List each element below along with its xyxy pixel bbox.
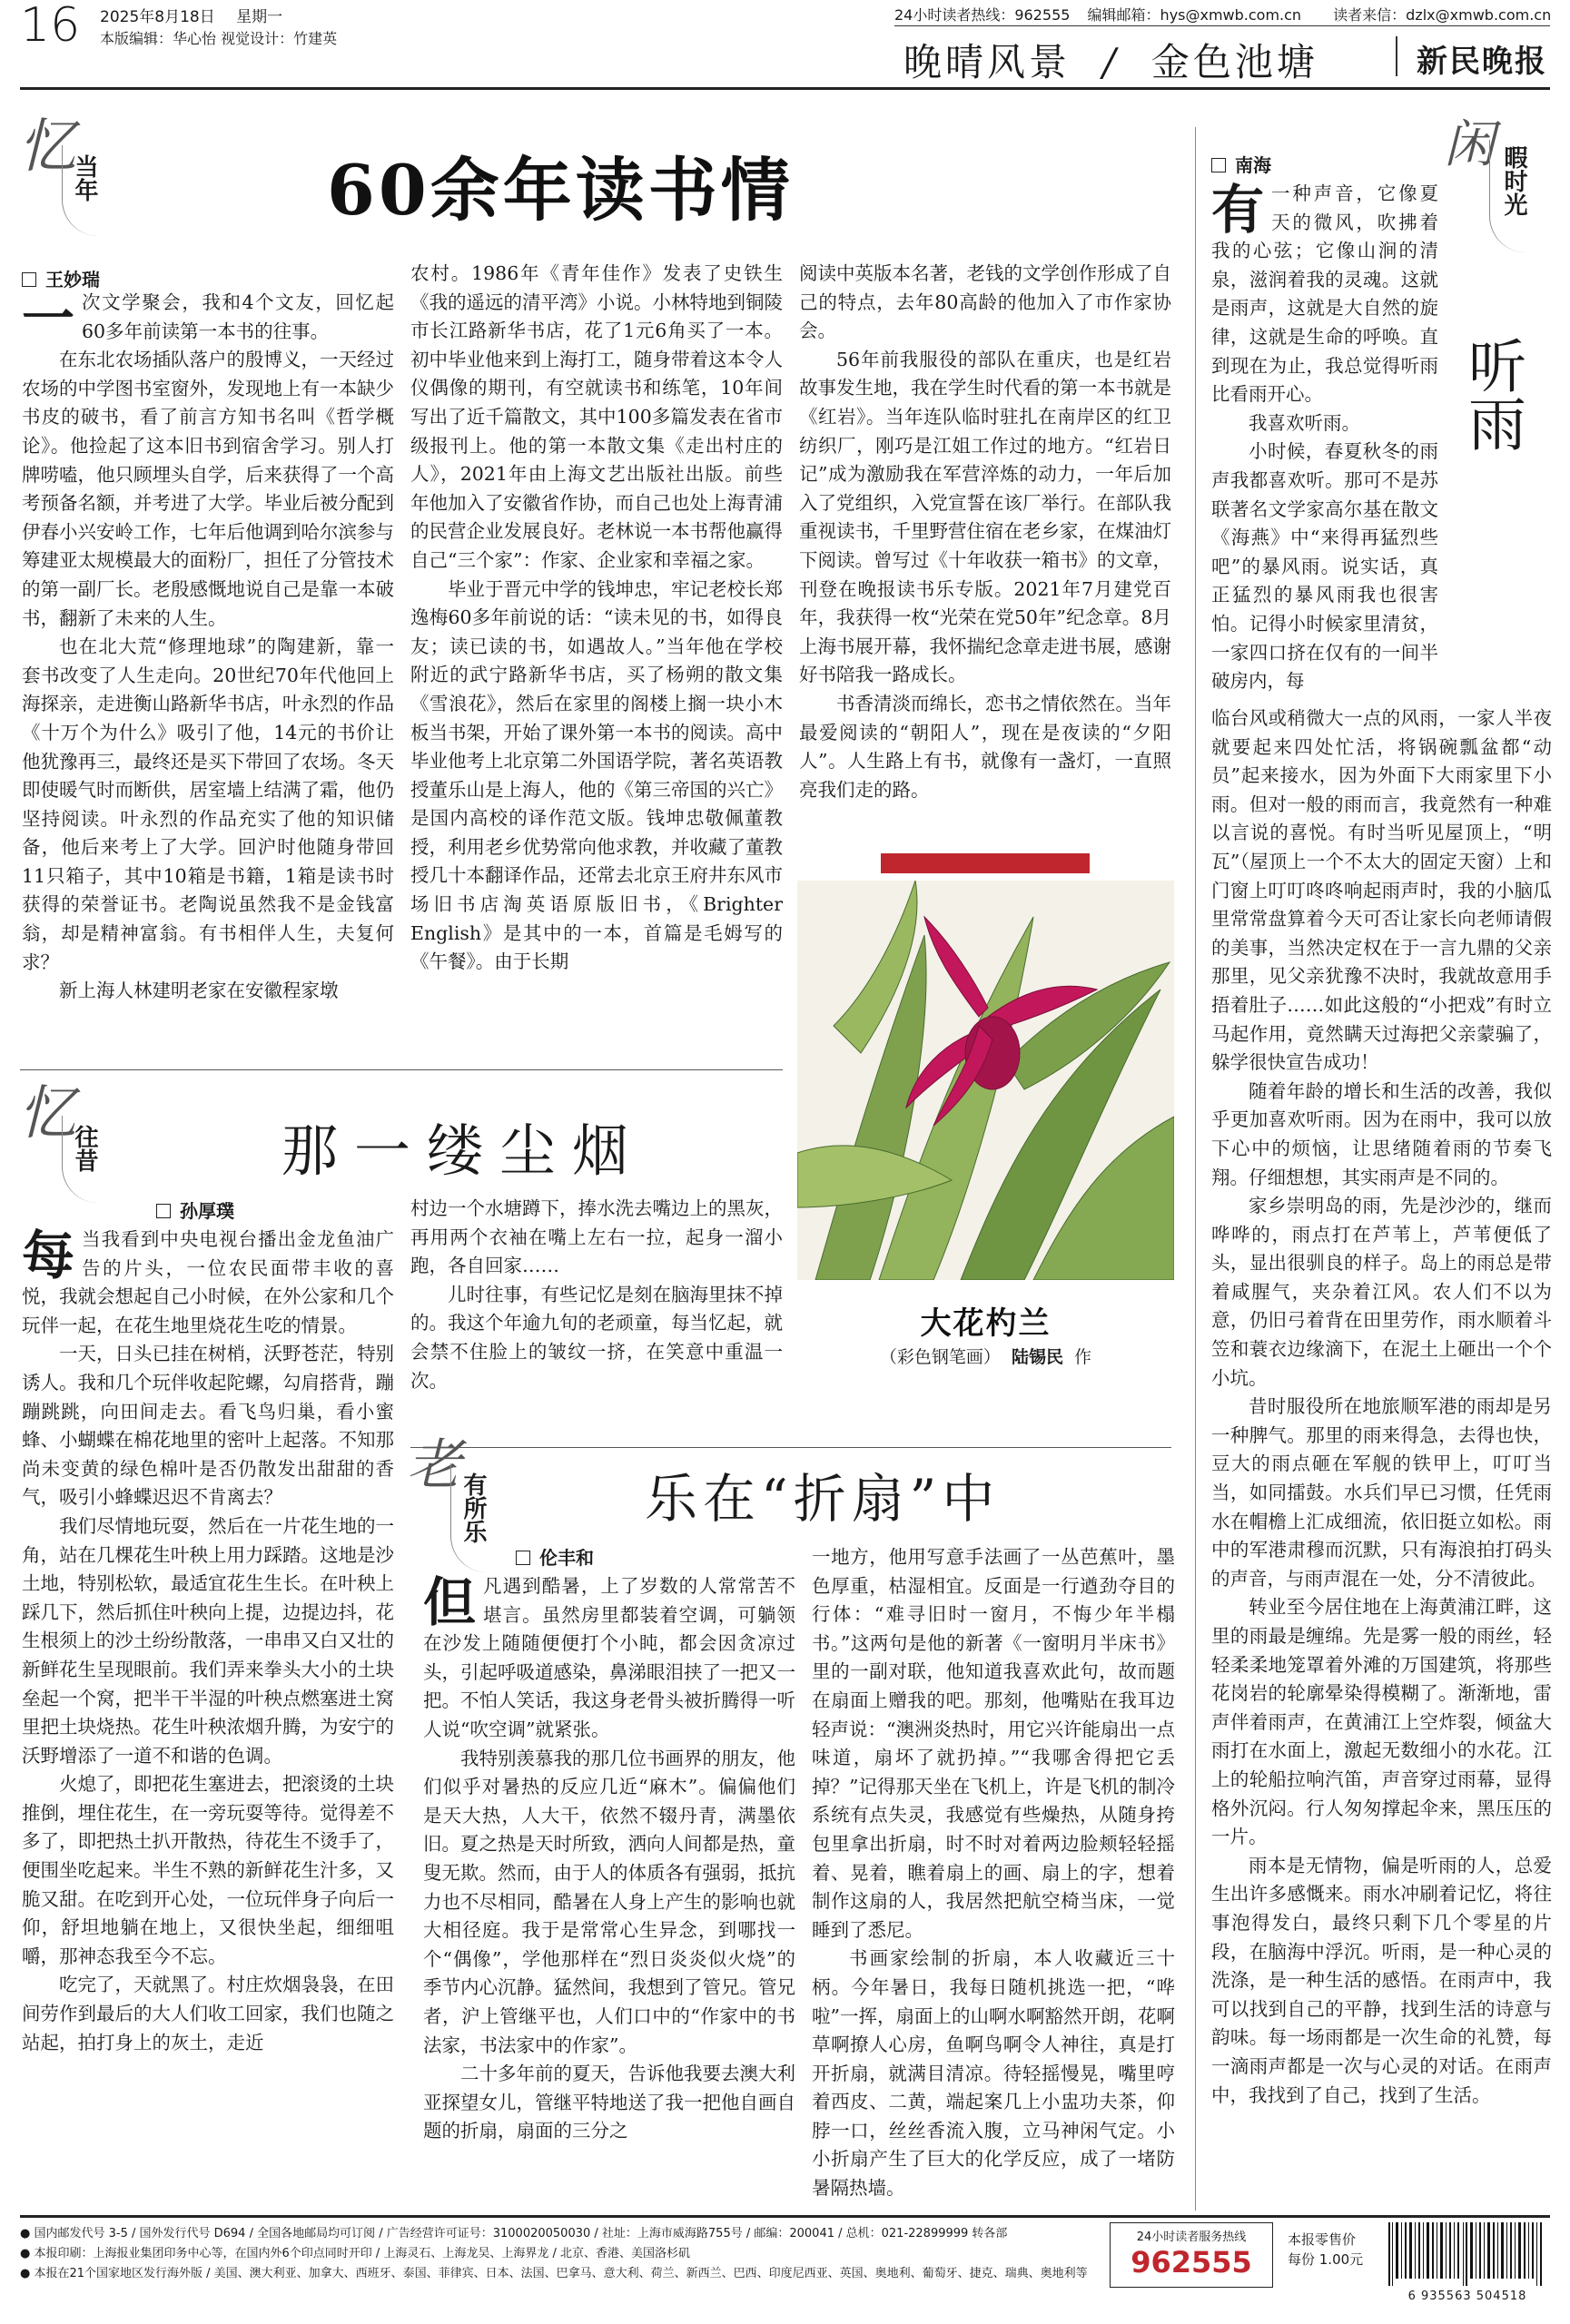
article4-wide-column (1211, 704, 1552, 2201)
article2-title: 那一缕尘烟 (281, 1118, 646, 1184)
header-contact (894, 4, 1551, 25)
badge-xia-shi-guang (1444, 115, 1548, 263)
author-box-icon (516, 1551, 530, 1565)
article2-para-4: 吃完了，天就黑了。村庄炊烟袅袅，在田间劳作到最后的大人们收工回家，我们也随之站起，拍打身上的灰土，走近 (22, 1974, 394, 2053)
hotline-label: 24小时读者服务热线 (1136, 2230, 1247, 2244)
painting-medium: （彩色钢笔画） (879, 1347, 1001, 1367)
newspaper-logo: 新民晚报 (1417, 44, 1547, 80)
article4-author-name: 南海 (1235, 154, 1271, 176)
article1-para-4: 农村。1986年《青年佳作》发表了史铁生《我的遥远的清平湾》小说。小林特地到铜陵市长江路新华书店，花了1元6角买了一本。初中毕业他来到上海打工，随身带着这本令人仪偶像的期刊，有空就读书和练笔，10年间写出了近千篇散文，其中100多篇发表在省市级报刊上。他的第一本散文集《走出村庄的人》，2021年由上海文艺出版社出版。前些年他加入了安徽省作协，而自己也处上海青浦的民营企业发展良好。老林说一本书帮他赢得自己“三个家”：作家、企业家和幸福之家。 (410, 262, 783, 571)
article2-author-name: 孙厚璞 (180, 1200, 234, 1222)
author-box-icon (156, 1204, 171, 1218)
section-right: 金色池塘 (1150, 40, 1318, 84)
footer-top-rule (20, 2215, 1550, 2218)
article2-column-1 (22, 1226, 394, 2201)
header-bottom-rule (20, 87, 1550, 90)
article1-column-1 (22, 289, 394, 1053)
article4-para-0: 有一种声音，它像夏天的微风，吹拂着我的心弦；它像山涧的清泉，滋润着我的灵魂。这就是雨声，这就是大自然的旋律，这就是生命的呼唤。直到现在为止，我总觉得听雨比看雨开心。 (1211, 180, 1438, 406)
article4-para-1: 我喜欢听雨。 (1249, 411, 1360, 434)
badge-circle (1489, 140, 1544, 252)
article1-para-2: 也在北大荒“修理地球”的陶建新，靠一套书改变了人生走向。20世纪70年代他回上海探亲，走进衡山路新华书店，叶永烈的作品《十万个为什么》吸引了他，14元的书价让他犹豫再三，最终还是买下带回了农场。冬天即使暖气时而断供，居室墙上结满了霜，他仍坚持阅读。叶永烈的作品充实了他的知识储备，他后来考上了大学。回沪时他随身带回11只箱子，其中10箱是书籍，1箱是读书时获得的荣誉证书。老陶说虽然我不是金钱富翁，却是精神富翁。有书相伴人生，夫复何求？ (22, 635, 394, 973)
article4-author (1211, 151, 1271, 177)
badge-dang-nian (18, 113, 118, 236)
article4-dropcap: 有 (1211, 180, 1265, 241)
section-slash: / (1102, 40, 1120, 84)
article2-para-2: 我们尽情地玩耍，然后在一片花生地的一角，站在几棵花生叶秧上用力踩踏。这地是沙土地，特别松软，最适宜花生生长。在叶秧上踩几下，然后抓住叶秧向上提，边提边抖，花生根须上的沙土纷纷散落，一串串又白又壮的新鲜花生呈现眼前。我们弄来拳头大小的土块垒起一个窝，把半干半湿的叶秧点燃塞进土窝里把土块烧热。花生叶秧浓烟升腾，为安宁的沃野增添了一道不和谐的色调。 (22, 1514, 394, 1767)
article3-author-name: 伦丰和 (539, 1547, 594, 1569)
painting-credit (797, 1344, 1174, 1368)
badge-small-text: 暇时光 (1500, 145, 1527, 216)
footer-line-1: ● 国内邮发代号 3-5 / 国外发行代号 D694 / 全国各地邮局均可订阅 / 广告经营许可证号：3100020050030 / 社址：上海市威海路755号 / 邮编：200041 / 总机：021-22899999 转各部 (20, 2227, 1008, 2240)
article4-title: 听雨 (1458, 336, 1526, 452)
article2-author (156, 1196, 234, 1223)
article1-column-2 (410, 260, 783, 1053)
weekday: 星期一 (236, 8, 283, 26)
badge-small-text: 有所乐 (459, 1472, 487, 1543)
painting-artist: 陆锡民 (1011, 1347, 1063, 1367)
badge-big-char: 忆 (18, 113, 76, 181)
price-label: 本报零售价 (1288, 2231, 1357, 2248)
article3-para-0: 但凡遇到酷暑，上了岁数的人常常苦不堪言。虽然房里都装着空调，可躺领在沙发上随随便便打个小盹，都会因贪凉过头，引起呼吸道感染，鼻涕眼泪挟了一把又一把。不怕人笑话，我这身老骨头被折腾得一听人说“吹空调”就紧张。 (423, 1572, 795, 1740)
editors-credit: 本版编辑：华心怡 视觉设计：竹建英 (100, 30, 338, 47)
article1-para-1: 在东北农场插队落户的殷博义，一天经过农场的中学图书室窗外，发现地上有一本缺少书皮的破书，看了前言方知书名叫《哲学概论》。他捡起了这本旧书到宿舍学习。别人打牌唠嗑，他只顾埋头自学，后来获得了一个高考预备名额，并考进了大学。毕业后被分配到伊春小兴安岭工作，七年后他调到哈尔滨参与筹建亚太规模最大的面粉厂，担任了分管技术的第一副厂长。老殷感慨地说自己是靠一本破书，翻新了未来的人生。 (22, 349, 394, 629)
footer-line-3: ● 本报在21个国家地区发行海外版 / 美国、澳大利亚、加拿大、西班牙、泰国、菲律宾、日本、法国、巴拿马、意大利、荷兰、新西兰、巴西、印度尼西亚、英国、奥地利、葡萄牙、捷克、瑞典、奥地利等 (20, 2267, 1088, 2280)
badge-small-text: 当年 (71, 154, 98, 202)
reader-mail: 读者来信：dzlx@xmwb.com.cn (1333, 6, 1552, 24)
article4-para-8: 雨本是无情物，偏是听雨的人，总爱生出许多感慨来。雨水冲刷着记忆，将往事泡得发白，最终只剩下几个零星的片段，在脑海中浮沉。听雨，是一种心灵的洗涤，是一种生活的感悟。在雨声中，我可以找到自己的平静，找到生活的诗意与韵味。每一场雨都是一次生命的礼赞，每一滴雨声都是一次与心灵的对话。在雨声中，我找到了自己，找到了生活。 (1211, 1854, 1552, 2106)
badge-small-text: 往昔 (71, 1125, 98, 1172)
article3-top-rule (410, 1447, 1171, 1448)
author-box-icon (22, 272, 36, 287)
page-header (0, 0, 1570, 91)
footer-info (20, 2224, 1096, 2284)
article4-para-2: 小时候，春夏秋冬的雨声我都喜欢听。那可不是苏联著名文学家高尔基在散文《海燕》中“来得再猛烈些吧”的暴风雨。说实话，真正猛烈的暴风雨我也很害怕。记得小时候家里清贫，一家四口挤在仅有的一间半破房内，每 (1211, 440, 1438, 693)
article4-narrow-column (1211, 180, 1438, 704)
reader-hotline: 24小时读者热线：962555 (894, 6, 1071, 24)
footer-line-2: ● 本报印刷：上海报业集团印务中心等，在国内外6个印点同时开印 / 上海灵石、上海龙吴、上海界龙 / 北京、香港、美国洛杉矶 (20, 2247, 691, 2260)
badge-you-suo-le (407, 1433, 507, 1572)
header-divider (1396, 36, 1397, 76)
article1-dropcap: 一 (22, 289, 75, 350)
badge-big-char: 忆 (18, 1080, 76, 1147)
article1-para-6: 阅读中英版本名著，老钱的文学创作形成了自己的特点，去年80高龄的他加入了市作家协会。 (799, 262, 1171, 342)
article4-para-5: 家乡崇明岛的雨，先是沙沙的，继而哗哗的，雨点打在芦苇上，芦苇便低了头，显出很驯良的样子。岛上的雨总是带着咸腥气，夹杂着江风。农人们不以为意，仍旧弓着背在田里劳作，雨水顺着斗笠和蓑衣边缘滴下，在泥土上砸出一个个小坑。 (1211, 1195, 1552, 1389)
article3-column-1 (423, 1572, 795, 2201)
right-column-divider (1195, 127, 1196, 2211)
footer-hotline-box (1110, 2222, 1273, 2288)
painting-title: 大花杓兰 (920, 1305, 1052, 1342)
badge-big-char: 闲 (1444, 115, 1495, 174)
article3-para-3: 一地方，他用写意手法画了一丛芭蕉叶，墨色厚重，枯湿相宜。反面是一行遒劲夺目的行体：“难寻旧时一窗月，不悔少年半榻书。”这两句是他的新著《一窗明月半床书》里的一副对联，他知道我喜欢此句，故而题在扇面上赠我的吧。那刻，他嘴贴在我耳边轻声说：“澳洲炎热时，用它兴许能扇出一点味道，扇坏了就扔掉。”“我哪舍得把它丢掉？”记得那天坐在飞机上，许是飞机的制冷系统有点失灵，我感觉有些燥热，从随身挎包里拿出折扇，时不时对着两边脸颊轻轻摇着、晃着，瞧着扇上的画、扇上的字，想着制作这扇的人，我居然把航空椅当床，一觉睡到了悉尼。 (812, 1546, 1175, 1941)
article2-column-2 (410, 1195, 783, 1440)
issue-date: 2025年8月18日 (100, 8, 215, 26)
article1-author (22, 265, 100, 291)
article3-para-1: 我特别羡慕我的那几位书画界的朋友，他们似乎对暑热的反应几近“麻木”。偏偏他们是天大热，人大干，依然不辍丹青，满墨依旧。夏之热是天时所致，洒向人间都是热，童叟无欺。然而，由于人的体质各有强弱，抵抗力也不尽相同，酷暑在人身上产生的影响也就大相径庭。我于是常常心生异念，到哪找一个“偶像”，学他那样在“烈日炎炎似火烧”的季节内心沉静。猛然间，我想到了管兄。管兄者，沪上管继平也，人们口中的“作家中的书法家，书法家中的作家”。 (423, 1747, 795, 2056)
article3-title: 乐在“折扇”中 (645, 1468, 1001, 1530)
article1-title: 60余年读书情 (327, 150, 794, 231)
editor-email: 编辑邮箱：hys@xmwb.com.cn (1087, 6, 1302, 24)
price-value: 每份 1.00元 (1288, 2251, 1364, 2268)
article2-para-5: 村边一个水塘蹲下，捧水洗去嘴边上的黑灰，再用两个衣袖在嘴上左右一拉，起身一溜小跑，各自回家…… (410, 1197, 783, 1277)
author-box-icon (1211, 158, 1226, 172)
article2-para-6: 儿时往事，有些记忆是刻在脑海里抹不掉的。我这个年逾九旬的老顽童，每当忆起，就会禁不住脸上的皱纹一挤，在笑意中重温一次。 (410, 1283, 783, 1392)
barcode-icon (1385, 2222, 1550, 2286)
article1-para-7: 56年前我服役的部队在重庆，也是红岩故事发生地，我在学生时代看的第一本书就是《红岩》。当年连队临时驻扎在南岸区的红卫纺织厂，刚巧是江姐工作过的地方。“红岩日记”成为激励我在军营淬炼的动力，一年后加入了党组织，入党宣誓在该厂举行。在部队我重视读书，千里野营住宿在老乡家，在煤油灯下阅读。曾写过《十年收获一箱书》的文章，刊登在晚报读书乐专版。2021年7月建党百年，我获得一枚“光荣在党50年”纪念章。8月上海书展开幕，我怀揣纪念章走进书展，感谢好书陪我一路成长。 (799, 348, 1171, 686)
badge-circle (62, 145, 114, 236)
article3-dropcap: 但 (423, 1572, 477, 1633)
article2-para-0: 每当我看到中央电视台播出金龙鱼油广告的片头，一位农民面带丰收的喜悦，我就会想起自己小时候，在外公家和几个玩伴一起，在花生地里烧花生吃的情景。 (22, 1226, 394, 1336)
article3-para-2: 二十多年前的夏天，告诉他我要去澳大利亚探望女儿，管继平特地送了我一把他自画自题的折扇，扇面的三分之 (423, 2063, 795, 2142)
section-name (903, 33, 1318, 87)
painting-top-bar (881, 853, 1090, 873)
page-number: 16 (20, 0, 81, 53)
article1-para-5: 毕业于晋元中学的钱坤忠，牢记老校长郑逸梅60多年前说的话：“读未见的书，如得良友；读已读的书，如遇故人。”当年他在学校附近的武宁路新华书店，买了杨朔的散文集《雪浪花》，然后在家里的阁楼上搁一块小木板当书架，开始了课外第一本书的阅读。高中毕业他考上北京第二外国语学院，著名英语教授董乐山是上海人，他的《第三帝国的兴亡》是国内高校的译作范文版。钱坤忠敬佩董教授，利用老乡优势常向他求教，并收藏了董教授几十本翻译作品，还常去北京王府井东风市场旧书店淘英语原版旧书，《Brighter English》是其中的一本，首篇是毛姆写的《午餐》。由于长期 (410, 577, 783, 973)
article1-column-3 (799, 260, 1171, 841)
section-left: 晚晴风景 (903, 40, 1071, 84)
article1-author-name: 王妙瑞 (45, 269, 100, 290)
badge-big-char: 老 (407, 1433, 461, 1497)
header-date-line (100, 4, 282, 26)
article2-para-3: 火熄了，即把花生塞进去，把滚烫的土块推倒，埋住花生，在一旁玩耍等待。觉得差不多了，即把热土扒开散热，待花生不烫手了，便围坐吃起来。半生不熟的新鲜花生汁多，又脆又甜。在吃到开心处，一位玩伴身子向后一仰，舒坦地躺在地上，又很快坐起，细细咀嚼，那神态我至今不忘。 (22, 1773, 394, 1967)
article2-top-rule (20, 1069, 783, 1070)
article4-para-6: 昔时服役所在地旅顺军港的雨却是另一种脾气。那里的雨来得急，去得也快，豆大的雨点砸在军舰的铁甲上，叮叮当当，如同擂鼓。水兵们早已习惯，任凭雨水在帽檐上汇成细流，依旧挺立如松。雨中的军港肃穆而沉默，只有海浪拍打码头的声音，与雨声混在一处，分不清彼此。 (1211, 1395, 1552, 1590)
article3-column-2 (812, 1543, 1175, 2201)
article4-para-4: 随着年龄的增长和生活的改善，我似乎更加喜欢听雨。因为在雨中，我可以放下心中的烦恼，让思绪随着雨的节奏飞翔。仔细想想，其实雨声是不同的。 (1211, 1079, 1552, 1188)
article3-author (516, 1543, 594, 1570)
article1-para-0: 一次文学聚会，我和4个文友，回忆起60多年前读第一本书的往事。 (22, 289, 394, 350)
barcode-digits: 6 935563 504518 (1407, 2290, 1527, 2303)
header-top-rule (894, 25, 1550, 26)
barcode (1385, 2222, 1550, 2306)
badge-circle (62, 1116, 114, 1203)
badge-wang-xi (18, 1080, 118, 1203)
painting-image (797, 881, 1174, 1280)
article4-para-3: 临台风或稍微大一点的风雨，一家人半夜就要起来四处忙活，将锅碗瓢盆都“动员”起来接水，因为外面下大雨家里下小雨。但对一般的雨而言，我竟然有一种难以言说的喜悦。有时当听见屋顶上，“明瓦”（屋顶上一个不太大的固定天窗）上和门窗上叮叮咚咚响起雨声时，我的小脑瓜里常常盘算着今天可否让家长向老师请假的美事，当然决定权在于一言九鼎的父亲那里，见父亲犹豫不决时，我就故意用手捂着肚子……如此这般的“小把戏”有时立马起作用，竟然瞒天过海把父亲蒙骗了，躲学很快宣告成功！ (1211, 707, 1552, 1074)
article4-para-7: 转业至今居住地在上海黄浦江畔，这里的雨最是缠绵。先是雾一般的雨丝，轻轻柔柔地笼罩着外滩的万国建筑，将那些花岗岩的轮廓晕染得模糊了。渐渐地，雷声伴着雨声，在黄浦江上空炸裂，倾盆大雨打在水面上，激起无数细小的水花。江上的轮船拉响汽笛，声音穿过雨幕，显得格外沉闷。行人匆匆撑起伞来，黑压压的一片。 (1211, 1596, 1552, 1848)
footer-price (1288, 2230, 1363, 2270)
article1-para-8: 书香清淡而绵长，恋书之情依然在。当年最爱阅读的“朝阳人”，现在是夜读的“夕阳人”。人生路上有书，就像有一盏灯，一直照亮我们走的路。 (799, 692, 1171, 801)
article3-para-4: 书画家绘制的折扇，本人收藏近三十柄。今年暑日，我每日随机挑选一把，“哗啦”一挥，扇面上的山啊水啊豁然开朗，花啊草啊撩人心房，鱼啊鸟啊令人神往，真是打开折扇，就满目清凉。待轻摇慢晃，嘴里哼着西皮、二黄，端起案几上小盅功夫茶，仰脖一口，丝丝香流入腹，立马神闲气定。小小折扇产生了巨大的化学反应，成了一堵防暑隔热墙。 (812, 1947, 1175, 2200)
article1-para-3: 新上海人林建明老家在安徽程家墩 (59, 980, 339, 1002)
painting-suffix: 作 (1074, 1347, 1092, 1367)
painting-block (797, 853, 1174, 1389)
article2-dropcap: 每 (22, 1226, 75, 1286)
hotline-number: 962555 (1131, 2245, 1252, 2280)
article2-para-1: 一天，日头已挂在树梢，沃野苍茫，特别诱人。我和几个玩伴收起陀螺，勾肩搭背，蹦蹦跳跳，向田间走去。看飞鸟归巢，看小蜜蜂、小蝴蝶在棉花地里的密叶上起落。不知那尚未变黄的绿色棉叶是否仍散发出甜甜的香气，吸引小蜂蝶迟迟不肯离去？ (22, 1343, 394, 1509)
badge-circle (450, 1463, 503, 1572)
